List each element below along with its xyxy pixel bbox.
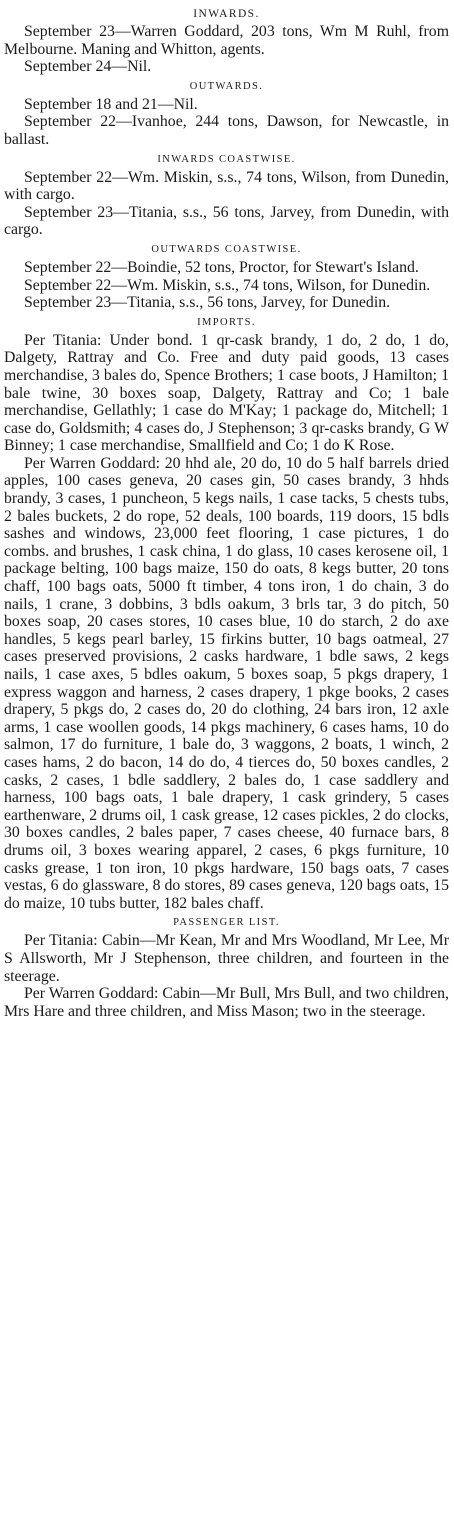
outwards-coastwise-entry-3: September 23—Titania, s.s., 56 tons, Jarvey, for Dunedin. (24, 294, 391, 312)
outwards-entry-2: September 22—Ivanhoe, 244 tons, Dawson, for Newcastle, in ballast. (4, 113, 449, 148)
passengers-titania: Per Titania: Cabin—Mr Kean, Mr and Mrs Woodland, Mr Lee, Mr S Allsworth, Mr J Stephenson, three children, and fourteen in the steerage. (4, 932, 449, 985)
passengers-warren-goddard: Per Warren Goddard: Cabin—Mr Bull, Mrs Bull, and two children, Mrs Hare and three children, and Miss Mason; two in the steerage. (4, 985, 449, 1020)
inwards-coastwise-entry-2: September 23—Titania, s.s., 56 tons, Jarvey, from Dunedin, with cargo. (4, 203, 449, 239)
heading-passenger-list: PASSENGER LIST. (173, 917, 280, 929)
outwards-entry-1: September 18 and 21—Nil. (24, 95, 198, 113)
imports-warren-goddard: Per Warren Goddard: 20 hhd ale, 20 do, 10 do 5 half barrels dried apples, 100 cases geneva, 20 cases gin, 50 cases brandy, 3 hhds brandy, 3 cases, 1 puncheon, 5 kegs nails, 1 case tacks, 5 chests tubs, 2 bales buckets, 2 do rope, 52 deals, 100 boards, 119 doors, 15 bdls sashes and windows, 23,000 feet flooring, 1 case pictures, 1 do combs. and brushes, 1 cask china, 1 do glass, 10 cases kerosene oil, 1 package belting, 100 bags maize, 150 do oats, 8 kegs butter, 20 tons chaff, 100 bags oats, 5000 ft timber, 4 tons iron, 1 do chain, 3 do nails, 1 crane, 3 dobbins, 3 bdls oakum, 3 brls tar, 3 do pitch, 50 boxes soap, 20 cases stores, 10 cases blue, 10 do starch, 2 do axe handles, 5 kegs pearl barley, 15 firkins butter, 10 bags oatmeal, 27 cases preserved provisions, 2 casks hardware, 1 bdle saws, 2 kegs nails, 1 case axes, 5 bdles oakum, 5 boxes soap, 5 pkgs drapery, 1 express waggon and harness, 2 cases drapery, 1 pkge books, 2 cases drapery, 5 pkgs do, 2 cases do, 20 do clothing, 24 bars iron, 12 axle arms, 1 case woollen goods, 14 pkgs machinery, 6 cases hams, 10 do salmon, 17 do furniture, 1 bale do, 3 waggons, 2 boats, 1 winch, 2 cases hams, 2 do bacon, 14 do do, 4 tierces do, 50 boxes candles, 2 casks, 2 cases, 1 bdle saddlery, 2 bales do, 1 case saddlery and harness, 100 bags oats, 1 bale drapery, 1 cask grindery, 5 cases earthenware, 2 drums oil, 1 cask grease, 12 cases pickles, 2 do clocks, 30 boxes candles, 2 bales paper, 7 cases cheese, 40 furnace bars, 8 drums oil, 3 boxes wearing apparel, 2 cases, 6 pkgs furniture, 10 casks grease, 1 ton iron, 10 pkgs hardware, 150 bags oats, 7 cases vestas, 6 do glassware, 8 do stores, 89 cases geneva, 120 bags oats, 15 do maize, 10 tubs butter, 182 bales chaff. (4, 454, 449, 912)
outwards-coastwise-entry-2: September 22—Wm. Miskin, s.s., 74 tons, Wilson, for Dunedin. (24, 276, 431, 294)
heading-imports: IMPORTS. (197, 316, 256, 328)
inwards-entry-1: September 23—Warren Goddard, 203 tons, Wm M Ruhl, from Melbourne. Maning and Whitton, agents. (4, 23, 449, 58)
heading-outwards-coastwise: OUTWARDS COASTWISE. (151, 243, 302, 255)
inwards-entry-2: September 24—Nil. (24, 58, 152, 76)
heading-inwards: INWARDS. (193, 8, 260, 20)
outwards-coastwise-entry-1: September 22—Boindie, 52 tons, Proctor, for Stewart's Island. (24, 258, 419, 276)
heading-inwards-coastwise: INWARDS COASTWISE. (157, 153, 296, 165)
heading-outwards: OUTWARDS. (189, 80, 264, 92)
imports-titania: Per Titania: Under bond. 1 qr-cask brandy, 1 do, 2 do, 1 do, Dalgety, Rattray and Co. Free and duty paid goods, 13 cases merchandise, 3 bales do, Spence Brothers; 1 case boots, J Hamilton; 1 bale twine, 30 boxes soap, Dalgety, Rattray and Co; 1 bale merchandise, Gellathly; 1 case do M'Kay; 1 package do, Mitchell; 1 case do, Goldsmith; 4 cases do, J Stephenson; 3 qr-casks brandy, G W Binney; 1 case merchandise, Smallfield and Co; 1 do K Rose. (4, 331, 449, 455)
inwards-coastwise-entry-1: September 22—Wm. Miskin, s.s., 74 tons, Wilson, from Dunedin, with cargo. (4, 168, 449, 204)
